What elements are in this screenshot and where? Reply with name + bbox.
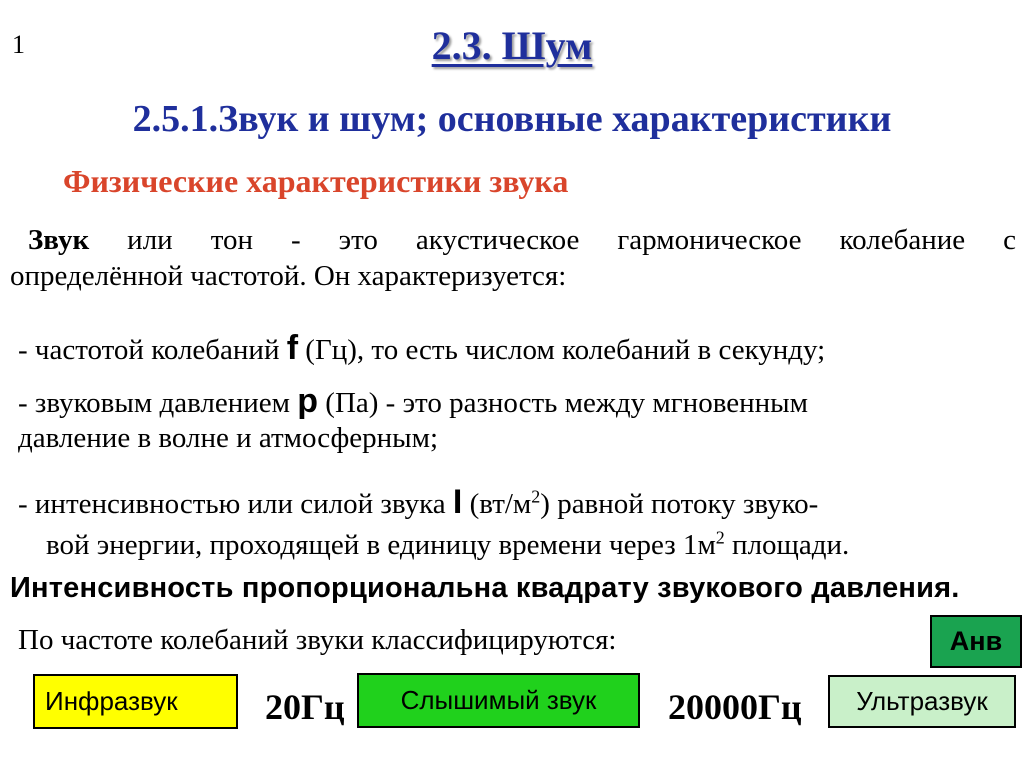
classification-text: По частоте колебаний звуки классифицируются:	[18, 624, 617, 656]
pressure-symbol: p	[297, 382, 319, 420]
intensity-line-2	[46, 527, 849, 563]
section-heading: Физические характеристики звука	[63, 163, 569, 199]
frequency-symbol: f	[286, 329, 299, 367]
intensity-line-2-pre: вой энергии, проходящей в единицу времени через 1м	[46, 529, 716, 561]
list-item-intensity	[18, 484, 818, 522]
audible-sound-box: Слышимый звук	[357, 673, 640, 728]
intensity-post: ) равной потоку звуко-	[540, 488, 819, 520]
intro-line-1	[28, 222, 1016, 258]
anv-button[interactable]: Анв	[930, 615, 1022, 668]
pressure-pre: - звуковым давлением	[18, 387, 298, 419]
low-frequency-limit: 20Гц	[265, 687, 345, 727]
intensity-area-exponent: 2	[715, 527, 725, 548]
intensity-pre: - интенсивностью или силой звука	[18, 488, 453, 520]
intensity-symbol: I	[452, 483, 463, 521]
list-item-pressure	[18, 383, 808, 421]
pressure-post: (Па) - это разность между мгновенным	[318, 387, 808, 419]
slide-subtitle: 2.5.1.Звук и шум; основные характеристики	[132, 98, 892, 140]
infrasound-box: Инфразвук	[33, 674, 238, 729]
intensity-line-2-post: площади.	[724, 529, 850, 561]
intro-term: Звук	[28, 224, 90, 256]
high-frequency-limit: 20000Гц	[668, 687, 802, 727]
intro-line-2: определённой частотой. Он характеризуется:	[10, 260, 567, 292]
slide-title: 2.3. Шум	[431, 23, 593, 68]
slide-number: 1	[12, 30, 25, 59]
intensity-unit: (вт/м	[462, 488, 532, 520]
intensity-unit-exponent: 2	[531, 486, 541, 507]
frequency-post: (Гц), то есть числом колебаний в секунду;	[298, 334, 826, 366]
intro-line-1-text: или тон - это акустическое гармоническое колебание с	[89, 224, 1016, 256]
list-item-frequency	[18, 330, 825, 368]
frequency-pre: - частотой колебаний	[18, 334, 287, 366]
bold-statement: Интенсивность пропорциональна квадрату звукового давления.	[10, 572, 960, 604]
pressure-line-2: давление в волне и атмосферным;	[18, 422, 439, 454]
ultrasound-box: Ультразвук	[828, 675, 1016, 728]
